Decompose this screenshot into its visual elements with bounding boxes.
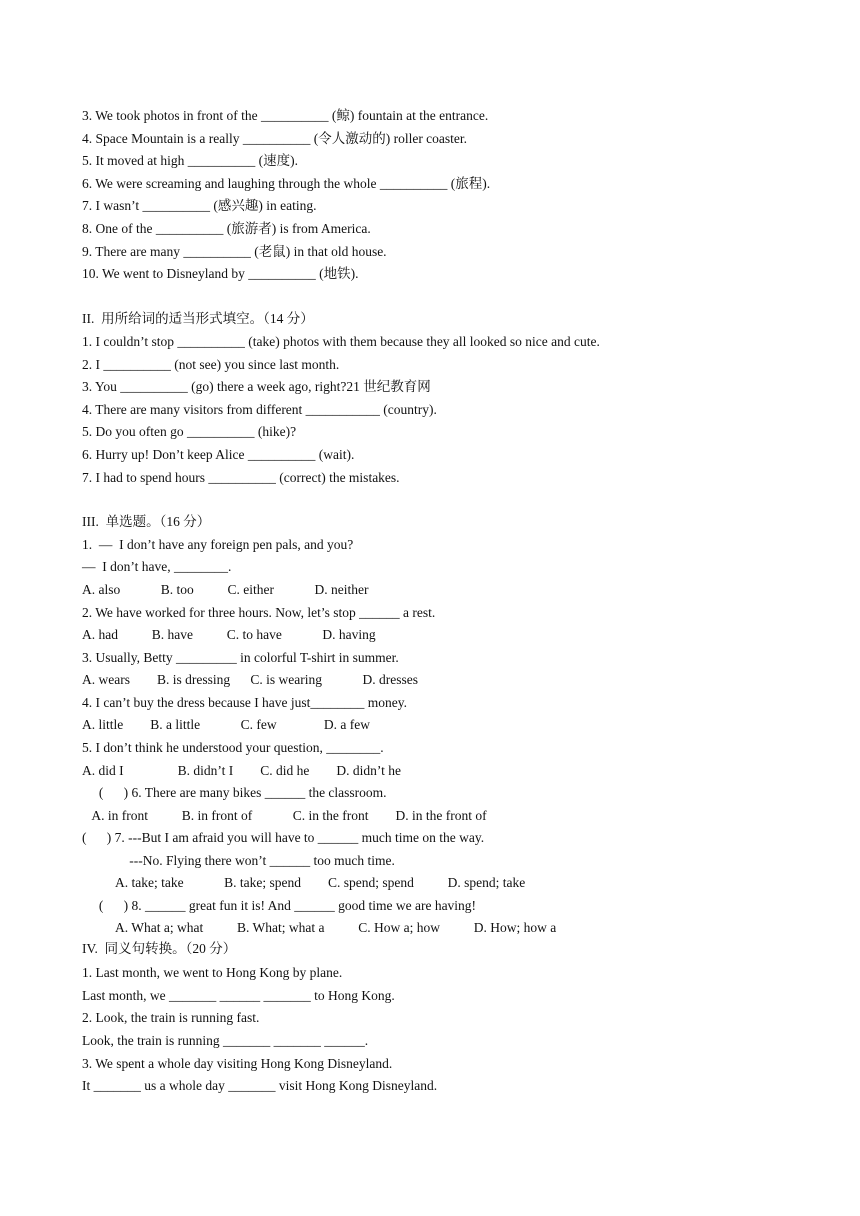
s2-item-1: 1. I couldn’t stop __________ (take) photos with them because they all looked so nice and cute. (82, 334, 600, 349)
s3-line: A. What a; what B. What; what a C. How a; how D. How; how a (82, 920, 557, 935)
s3-line: A. in front B. in front of C. in the front D. in the front of (82, 808, 487, 823)
s3-line: 1. — I don’t have any foreign pen pals, and you? (82, 537, 354, 552)
s1-item-9: 9. There are many __________ (老鼠) in that old house. (82, 244, 387, 259)
s3-line: 2. We have worked for three hours. Now, let’s stop ______ a rest. (82, 605, 436, 620)
s4-line: 3. We spent a whole day visiting Hong Kong Disneyland. (82, 1056, 393, 1071)
s3-line: A. wears B. is dressing C. is wearing D. dresses (82, 672, 418, 687)
s2-item-3: 3. You __________ (go) there a week ago, right?21 世纪教育网 (82, 379, 431, 394)
s1-item-8: 8. One of the __________ (旅游者) is from America. (82, 221, 371, 236)
s2-item-6: 6. Hurry up! Don’t keep Alice __________ (wait). (82, 447, 355, 462)
s1-item-3: 3. We took photos in front of the __________ (鲸) fountain at the entrance. (82, 108, 489, 123)
s3-line: A. take; take B. take; spend C. spend; spend D. spend; take (82, 875, 526, 890)
section2-heading: II. 用所给词的适当形式填空。（14 分） (82, 311, 314, 326)
s3-line: A. had B. have C. to have D. having (82, 627, 376, 642)
s3-line: ( ) 6. There are many bikes ______ the classroom. (82, 785, 387, 800)
s4-line: 1. Last month, we went to Hong Kong by plane. (82, 965, 343, 980)
s1-item-7: 7. I wasn’t __________ (感兴趣) in eating. (82, 198, 317, 213)
s1-item-4: 4. Space Mountain is a really __________ (令人激动的) roller coaster. (82, 131, 468, 146)
section3-heading: III. 单选题。（16 分） (82, 514, 211, 529)
s3-line: A. little B. a little C. few D. a few (82, 717, 370, 732)
s3-line: 4. I can’t buy the dress because I have just________ money. (82, 695, 408, 710)
s4-line: It _______ us a whole day _______ visit Hong Kong Disneyland. (82, 1078, 438, 1093)
s3-line: 3. Usually, Betty _________ in colorful T-shirt in summer. (82, 650, 399, 665)
s1-item-5: 5. It moved at high __________ (速度). (82, 153, 298, 168)
s3-line: ( ) 8. ______ great fun it is! And ______ good time we are having! (82, 898, 477, 913)
s2-item-5: 5. Do you often go __________ (hike)? (82, 424, 297, 439)
s2-item-2: 2. I __________ (not see) you since last month. (82, 357, 340, 372)
s2-item-4: 4. There are many visitors from different ___________ (country). (82, 402, 437, 417)
s3-line: A. did I B. didn’t I C. did he D. didn’t he (82, 763, 401, 778)
section4-heading: IV. 同义句转换。（20 分） (82, 941, 237, 956)
s4-line: Last month, we _______ ______ _______ to Hong Kong. (82, 988, 395, 1003)
s4-line: 2. Look, the train is running fast. (82, 1010, 260, 1025)
s1-item-10: 10. We went to Disneyland by __________ (地铁). (82, 266, 359, 281)
s3-line: A. also B. too C. either D. neither (82, 582, 369, 597)
s4-line: Look, the train is running _______ _______ ______. (82, 1033, 369, 1048)
s3-line: — I don’t have, ________. (82, 559, 232, 574)
s1-item-6: 6. We were screaming and laughing through the whole __________ (旅程). (82, 176, 491, 191)
s3-line: ( ) 7. ---But I am afraid you will have to ______ much time on the way. (82, 830, 485, 845)
s3-line: ---No. Flying there won’t ______ too much time. (82, 853, 395, 868)
s2-item-7: 7. I had to spend hours __________ (correct) the mistakes. (82, 470, 400, 485)
s3-line: 5. I don’t think he understood your question, ________. (82, 740, 384, 755)
